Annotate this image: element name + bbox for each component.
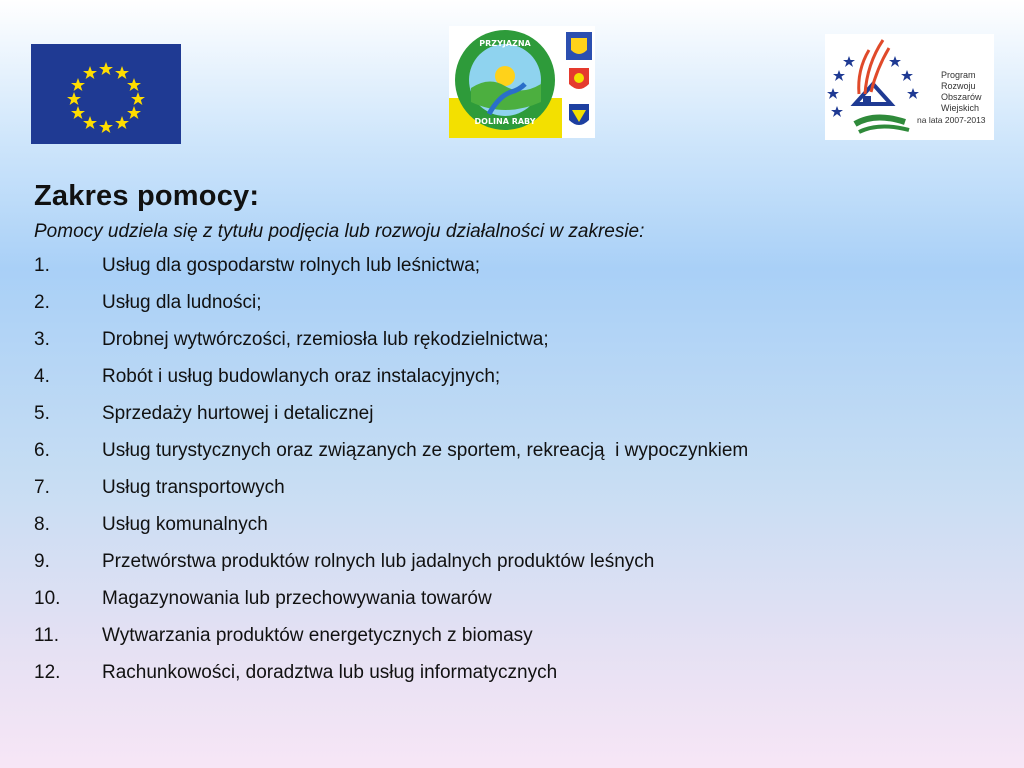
item-number: 5. xyxy=(34,403,50,424)
item-number: 6. xyxy=(34,440,50,461)
item-number: 8. xyxy=(34,514,50,535)
item-number: 2. xyxy=(34,292,50,313)
list-item xyxy=(34,403,994,440)
prow-logo xyxy=(825,34,994,140)
logo-bar xyxy=(0,0,1024,150)
prow-line-1: Program xyxy=(941,70,976,80)
list-item xyxy=(34,440,994,477)
item-number: 9. xyxy=(34,551,50,572)
item-text: Magazynowania lub przechowywania towarów xyxy=(102,588,492,609)
scope-list xyxy=(34,255,994,699)
item-text: Rachunkowości, doradztwa lub usług informatycznych xyxy=(102,662,558,683)
dolina-top-text: PRZYJAZNA xyxy=(479,39,531,48)
dolina-raby-logo xyxy=(449,26,595,138)
item-number: 3. xyxy=(34,329,50,350)
item-text: Drobnej wytwórczości, rzemiosła lub rękodzielnictwa; xyxy=(102,329,549,350)
list-item xyxy=(34,255,994,292)
item-number: 10. xyxy=(34,588,61,609)
list-item xyxy=(34,625,994,662)
intro-text: Pomocy udziela się z tytułu podjęcia lub rozwoju działalności w zakresie: xyxy=(34,221,645,242)
dolina-bottom-text: DOLINA RABY xyxy=(474,117,536,126)
list-item xyxy=(34,551,994,588)
list-item xyxy=(34,329,994,366)
item-number: 12. xyxy=(34,662,61,683)
list-item xyxy=(34,514,994,551)
item-text: Wytwarzania produktów energetycznych z biomasy xyxy=(102,625,533,646)
list-item xyxy=(34,662,994,699)
item-text: Robót i usług budowlanych oraz instalacyjnych; xyxy=(102,366,501,387)
item-text: Usług dla gospodarstw rolnych lub leśnictwa; xyxy=(102,255,481,276)
item-text: Sprzedaży hurtowej i detalicznej xyxy=(102,403,374,424)
list-item xyxy=(34,366,994,403)
slide-content xyxy=(34,180,994,699)
item-number: 11. xyxy=(34,625,60,646)
item-text: Usług dla ludności; xyxy=(102,292,262,313)
list-item xyxy=(34,588,994,625)
slide-title: Zakres pomocy: xyxy=(34,180,260,212)
eu-flag-icon xyxy=(31,44,181,144)
item-number: 7. xyxy=(34,477,50,498)
item-text: Usług komunalnych xyxy=(102,514,268,535)
prow-line-2: Rozwoju xyxy=(941,81,976,91)
list-item xyxy=(34,477,994,514)
item-number: 4. xyxy=(34,366,50,387)
item-text: Usług transportowych xyxy=(102,477,285,498)
prow-line-3: Obszarów xyxy=(941,92,982,102)
prow-line-4: Wiejskich xyxy=(941,103,980,113)
list-item xyxy=(34,292,994,329)
item-text: Przetwórstwa produktów rolnych lub jadalnych produktów leśnych xyxy=(102,551,655,572)
item-number: 1. xyxy=(34,255,50,276)
prow-years: na lata 2007-2013 xyxy=(917,115,986,125)
item-text: Usług turystycznych oraz związanych ze sportem, rekreacją i wypoczynkiem xyxy=(102,440,749,461)
